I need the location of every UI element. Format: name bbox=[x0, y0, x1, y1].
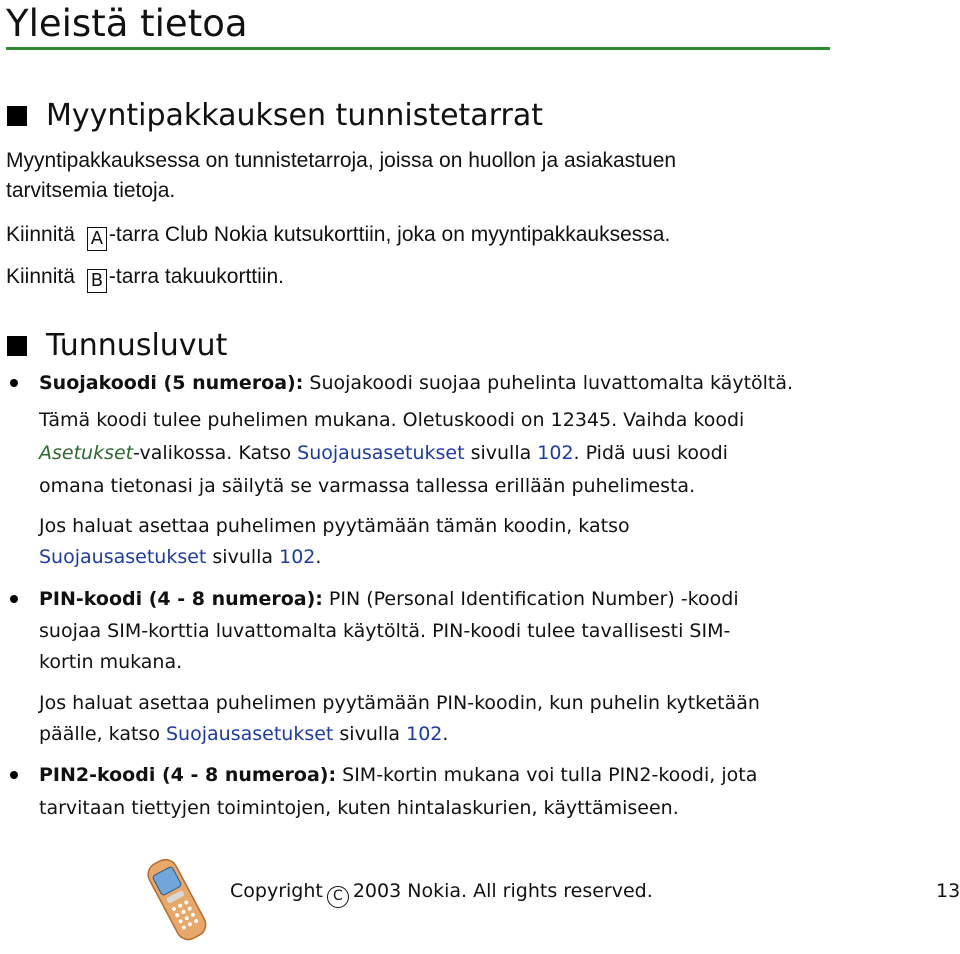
bullet-dot-icon bbox=[10, 771, 18, 779]
text: . bbox=[315, 546, 322, 568]
text: SIM-kortin mukana voi tulla PIN2-koodi, jota bbox=[336, 764, 758, 786]
page-title: Yleistä tietoa bbox=[6, 2, 248, 45]
text: Suojakoodi suojaa puhelinta luvattomalta käytöltä. bbox=[303, 372, 794, 394]
phone-image bbox=[144, 852, 208, 947]
term: PIN-koodi (4 - 8 numeroa): bbox=[39, 588, 323, 610]
bullet-dot-icon bbox=[10, 379, 18, 387]
bullet-line: Jos haluat asettaa puhelimen pyytämään tämän koodin, katso bbox=[39, 515, 630, 537]
label-a-line bbox=[6, 220, 670, 251]
bullet-line: Jos haluat asettaa puhelimen pyytämään PIN-koodin, kun puhelin kytketään bbox=[39, 692, 760, 714]
section-heading-codes bbox=[6, 328, 227, 363]
text: . bbox=[442, 723, 449, 745]
link-security-settings[interactable]: Suojausasetukset bbox=[39, 546, 207, 568]
footer-copyright bbox=[230, 880, 653, 908]
section-heading-text: Myyntipakkauksen tunnistetarrat bbox=[46, 98, 543, 133]
link-page-number[interactable]: 102 bbox=[537, 442, 574, 464]
title-rule bbox=[6, 47, 830, 50]
section-heading-labels bbox=[6, 98, 543, 133]
link-page-number[interactable]: 102 bbox=[279, 546, 316, 568]
text: 2003 Nokia. All rights reserved. bbox=[352, 880, 653, 902]
text: -tarra takuukorttiin. bbox=[108, 265, 284, 288]
bullet-line: suojaa SIM-korttia luvattomalta käytöltä. PIN-koodi tulee tavallisesti SIM- bbox=[39, 620, 731, 642]
paragraph-line: tarvitsemia tietoja. bbox=[6, 179, 176, 202]
text: Kiinnitä bbox=[6, 265, 75, 288]
bullet-line: Tämä koodi tulee puhelimen mukana. Oletuskoodi on 12345. Vaihda koodi bbox=[39, 409, 745, 431]
text: sivulla bbox=[464, 442, 538, 464]
text: -tarra Club Nokia kutsukorttiin, joka on myyntipakkauksessa. bbox=[108, 223, 671, 246]
label-b-icon: B bbox=[87, 269, 107, 293]
bullet-line bbox=[39, 584, 739, 614]
text: PIN (Personal Identification Number) -koodi bbox=[322, 588, 739, 610]
text: Kiinnitä bbox=[6, 223, 75, 246]
square-bullet-icon bbox=[7, 106, 27, 126]
term: Suojakoodi (5 numeroa): bbox=[39, 372, 304, 394]
bullet-line bbox=[39, 719, 448, 749]
bullet-line: tarvitaan tiettyjen toimintojen, kuten hintalaskurien, käyttämiseen. bbox=[39, 797, 679, 819]
bullet-line bbox=[39, 542, 321, 572]
text: -valikossa. Katso bbox=[133, 442, 298, 464]
text: . Pidä uusi koodi bbox=[573, 442, 728, 464]
section-heading-text: Tunnusluvut bbox=[46, 328, 228, 363]
menu-name: Asetukset bbox=[39, 442, 134, 464]
text: sivulla bbox=[333, 723, 407, 745]
bullet-line: omana tietonasi ja säilytä se varmassa tallessa erillään puhelimesta. bbox=[39, 475, 696, 497]
square-bullet-icon bbox=[7, 336, 27, 356]
text: Copyright bbox=[230, 880, 323, 902]
text: sivulla bbox=[206, 546, 280, 568]
text: päälle, katso bbox=[39, 723, 166, 745]
copyright-icon: C bbox=[327, 886, 349, 908]
bullet-line bbox=[39, 760, 757, 790]
bullet-line: kortin mukana. bbox=[39, 651, 183, 673]
label-a-icon: A bbox=[87, 227, 107, 251]
link-security-settings[interactable]: Suojausasetukset bbox=[297, 442, 465, 464]
term: PIN2-koodi (4 - 8 numeroa): bbox=[39, 764, 337, 786]
page-number: 13 bbox=[936, 880, 960, 902]
paragraph-line: Myyntipakkauksessa on tunnistetarroja, joissa on huollon ja asiakastuen bbox=[6, 149, 677, 172]
link-security-settings[interactable]: Suojausasetukset bbox=[166, 723, 334, 745]
link-page-number[interactable]: 102 bbox=[406, 723, 443, 745]
bullet-line bbox=[39, 438, 728, 468]
bullet-dot-icon bbox=[10, 595, 18, 603]
label-b-line bbox=[6, 262, 284, 293]
bullet-line bbox=[39, 368, 793, 398]
